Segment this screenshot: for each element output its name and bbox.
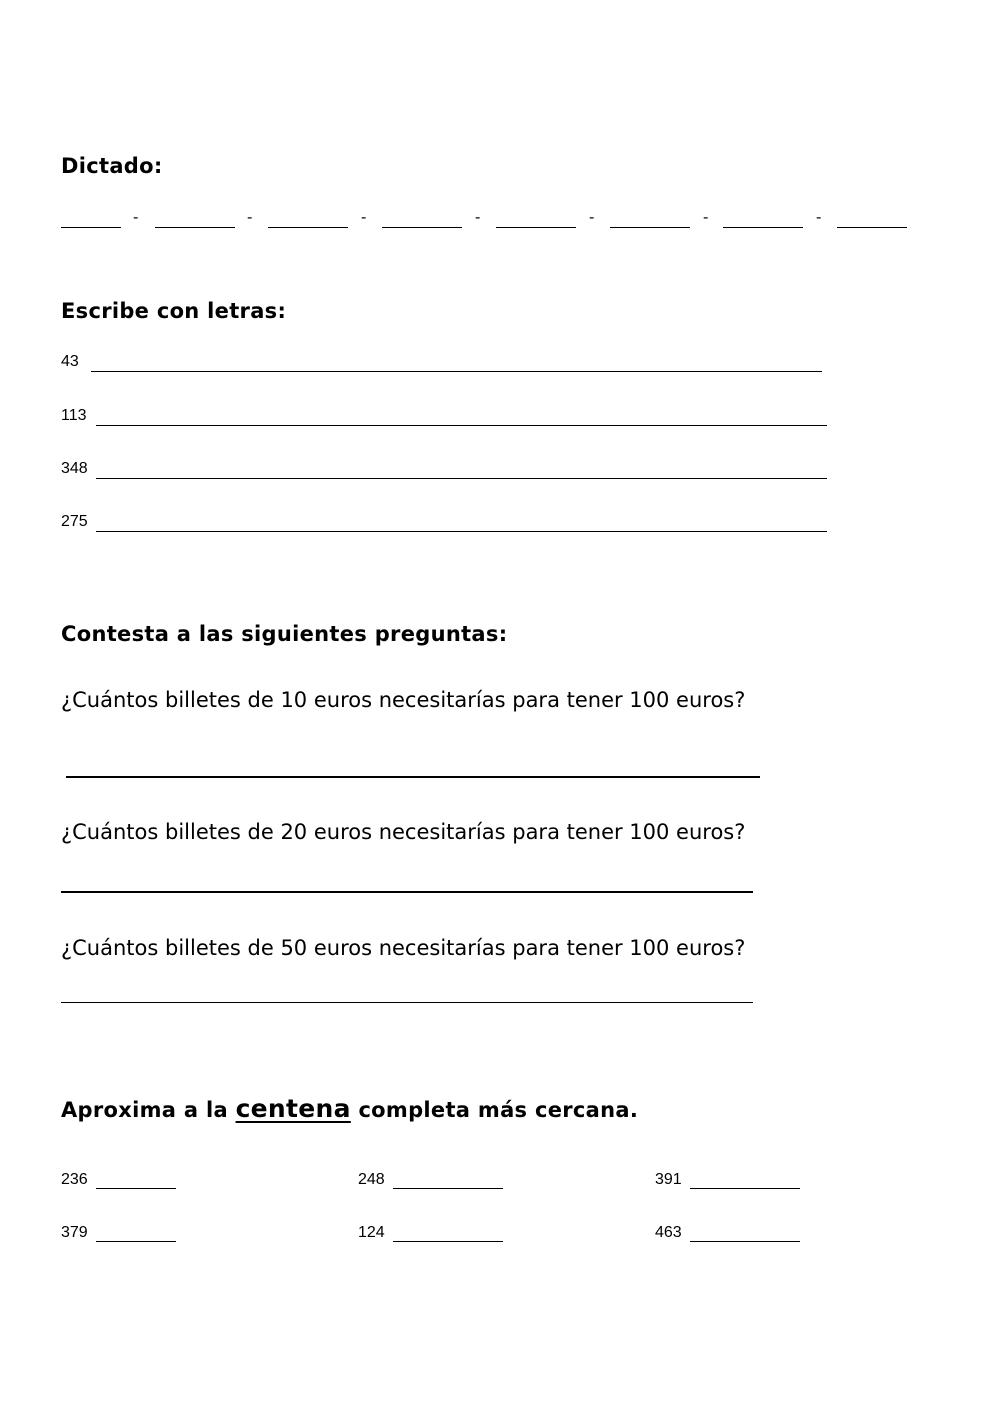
dictado-blank-7[interactable] [723,227,803,228]
dictado-blank-2[interactable] [155,227,235,228]
dictado-separator: - [133,209,139,226]
aproxima-number: 124 [358,1224,385,1241]
aproxima-title [61,1094,638,1123]
dictado-separator: - [589,209,595,226]
aproxima-title-emphasis: centena [235,1094,351,1123]
escribe-number: 113 [61,407,87,424]
dictado-blank-6[interactable] [610,227,690,228]
dictado-blank-8[interactable] [837,227,907,228]
question-2: ¿Cuántos billetes de 20 euros necesitarías para tener 100 euros? [61,820,746,844]
aproxima-number: 379 [61,1224,88,1241]
escribe-number: 348 [61,460,88,477]
escribe-answer-line[interactable] [96,425,827,426]
escribe-number: 43 [61,353,79,370]
aproxima-answer-line[interactable] [393,1241,503,1242]
question-3-answer-line[interactable] [61,1002,753,1003]
escribe-answer-line[interactable] [96,478,827,479]
aproxima-number: 248 [358,1171,385,1188]
dictado-separator: - [361,209,367,226]
dictado-separator: - [247,209,253,226]
escribe-number: 275 [61,513,88,530]
aproxima-number: 391 [655,1171,682,1188]
aproxima-answer-line[interactable] [393,1188,503,1189]
contesta-title: Contesta a las siguientes preguntas: [61,622,508,646]
question-1-answer-line[interactable] [66,776,760,778]
aproxima-title-before: Aproxima a la [61,1098,228,1122]
dictado-separator: - [703,209,709,226]
escribe-title: Escribe con letras: [61,299,287,323]
aproxima-answer-line[interactable] [690,1188,800,1189]
aproxima-answer-line[interactable] [96,1241,176,1242]
question-1: ¿Cuántos billetes de 10 euros necesitarías para tener 100 euros? [61,688,746,712]
dictado-blank-5[interactable] [496,227,576,228]
dictado-blank-1[interactable] [61,227,121,228]
dictado-separator: - [816,209,822,226]
aproxima-number: 463 [655,1224,682,1241]
dictado-separator: - [475,209,481,226]
dictado-title: Dictado: [61,154,163,178]
escribe-answer-line[interactable] [91,371,822,372]
aproxima-title-after: completa más cercana. [358,1098,639,1122]
aproxima-answer-line[interactable] [96,1188,176,1189]
aproxima-answer-line[interactable] [690,1241,800,1242]
aproxima-number: 236 [61,1171,88,1188]
escribe-answer-line[interactable] [96,531,827,532]
question-3: ¿Cuántos billetes de 50 euros necesitarías para tener 100 euros? [61,936,746,960]
question-2-answer-line[interactable] [61,891,753,893]
dictado-blank-3[interactable] [268,227,348,228]
dictado-blank-4[interactable] [382,227,462,228]
